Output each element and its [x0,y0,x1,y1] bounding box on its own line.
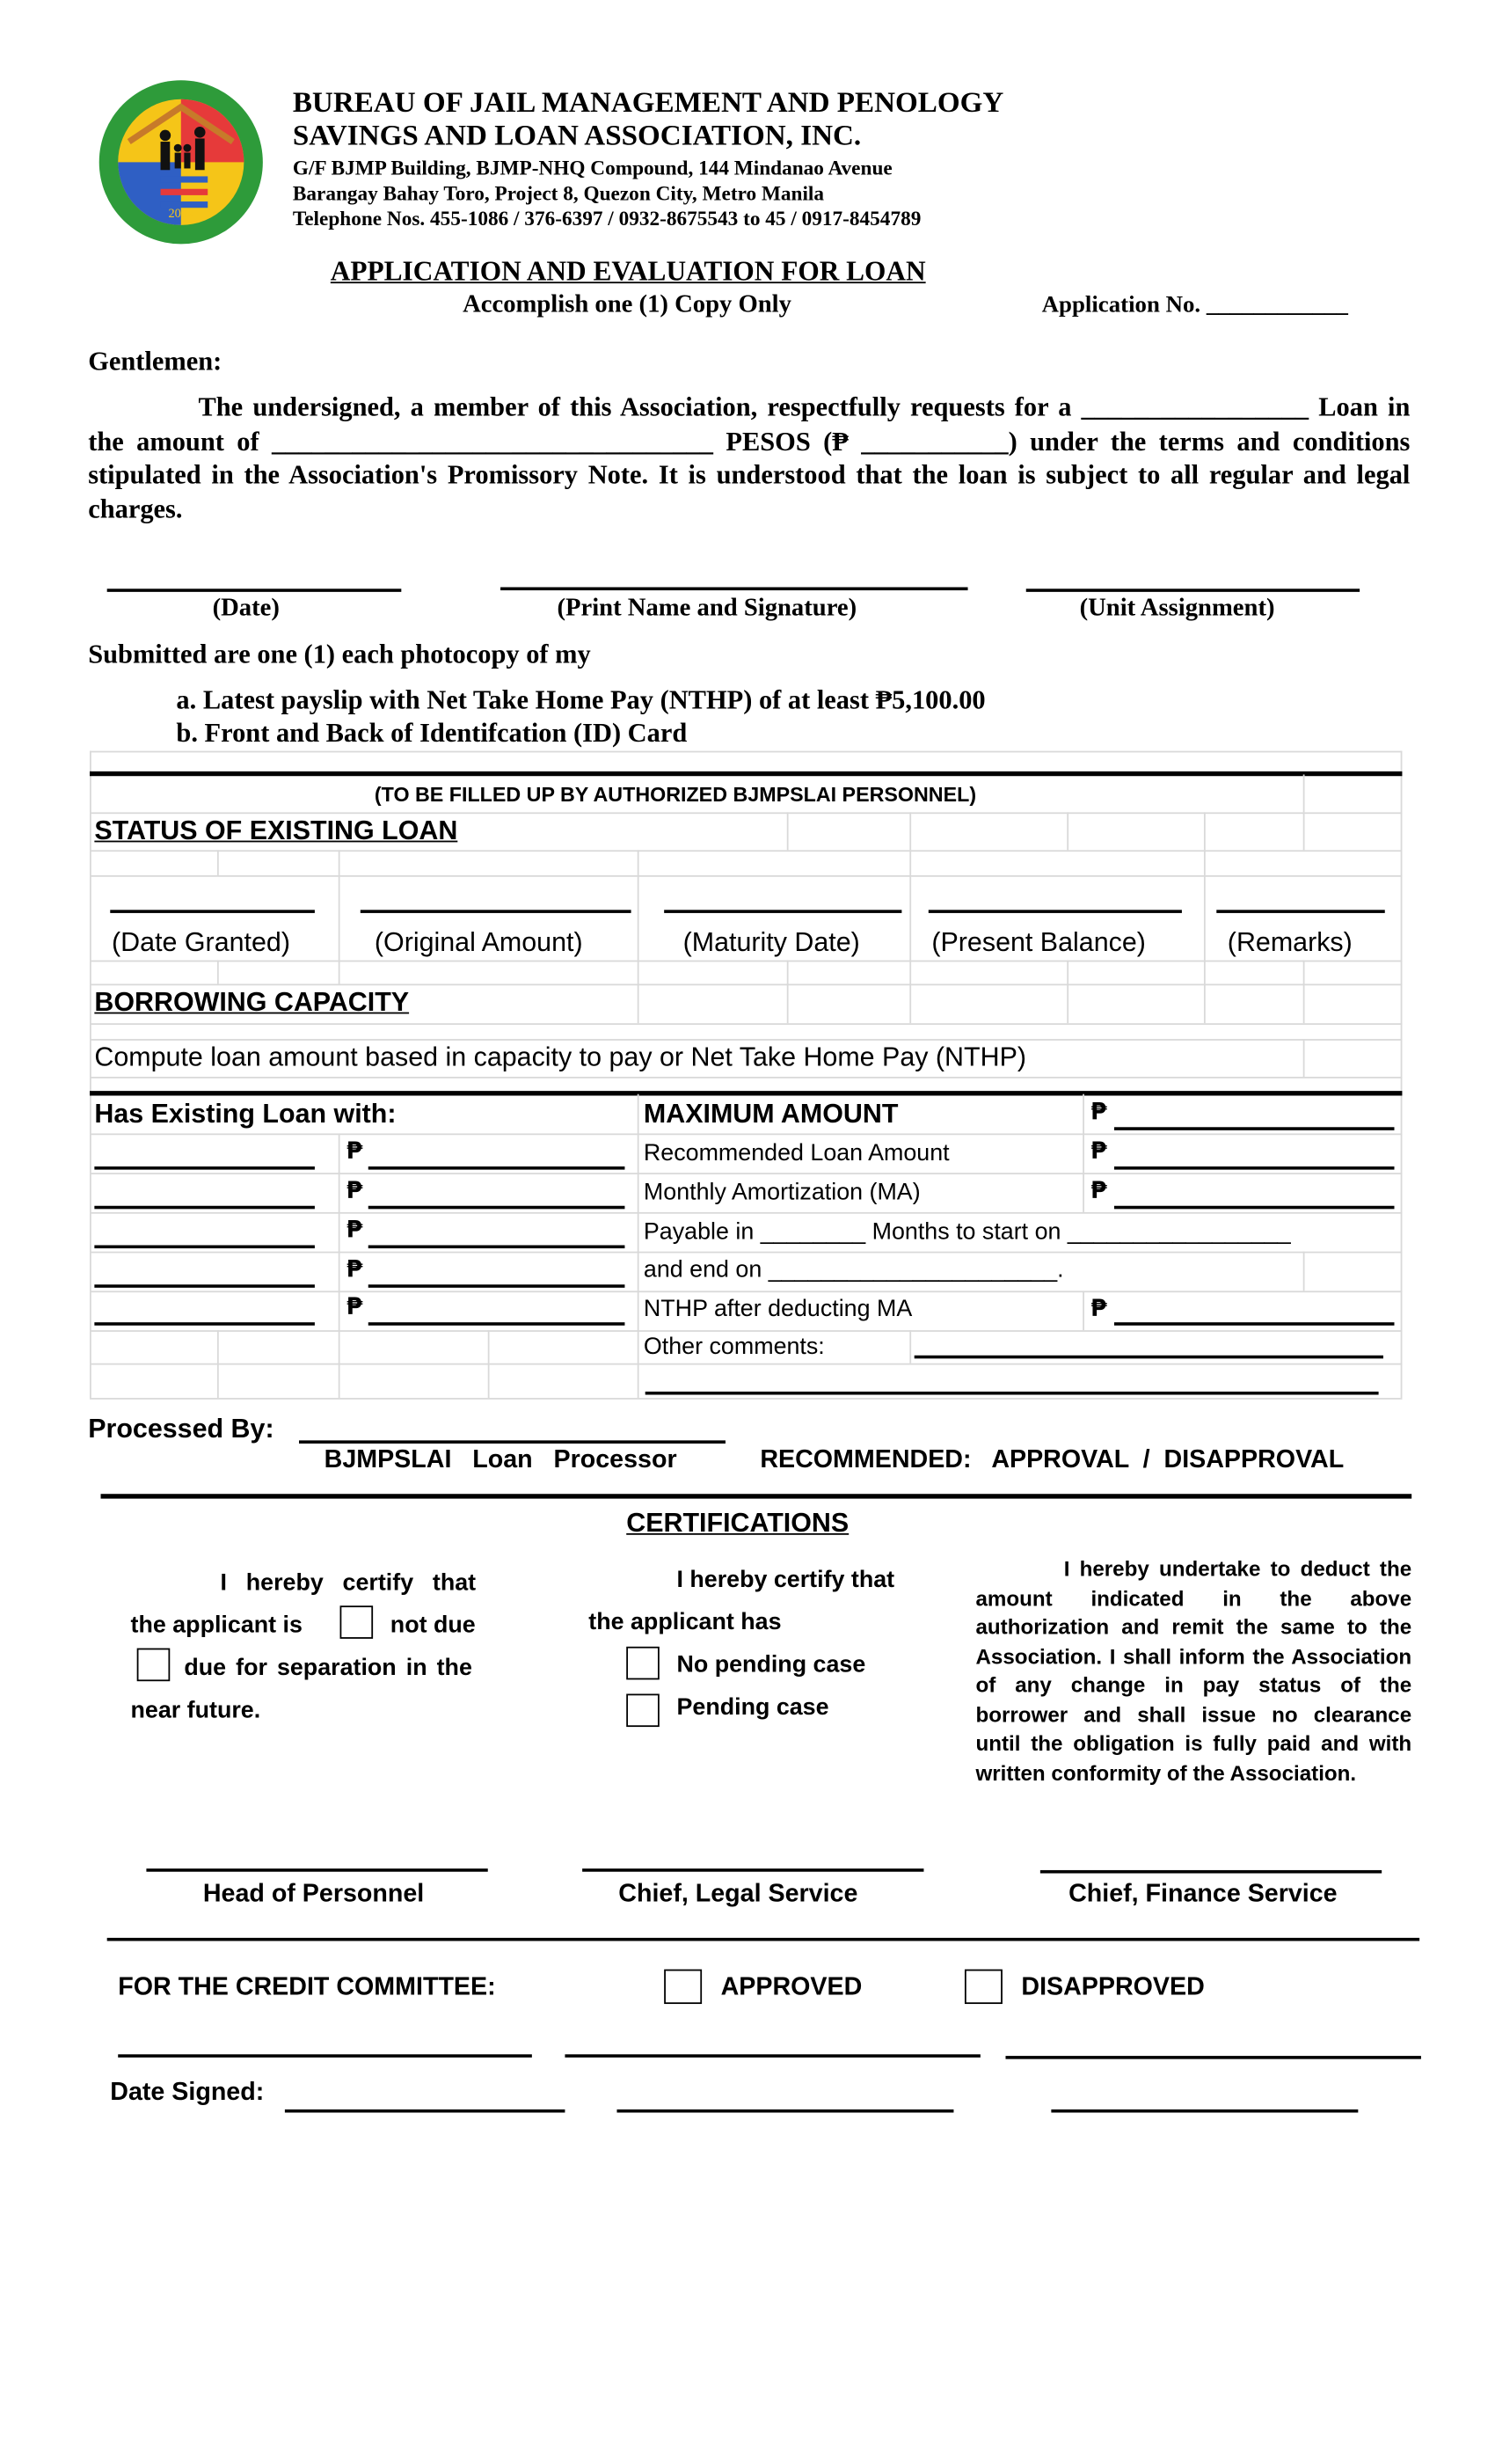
processed-by-label: Processed By: [88,1413,274,1444]
monthly-amortization-label: Monthly Amortization (MA) [643,1179,921,1206]
lender-field[interactable] [94,1166,315,1169]
personnel-cert-text: not due [390,1612,476,1639]
date-label: (Date) [212,595,280,622]
personnel-cert-text: I hereby certify that [220,1569,477,1597]
monthly-amortization-field[interactable] [1114,1206,1395,1209]
address-line1: G/F BJMP Building, BJMP-NHQ Compound, 144 Mindanao Avenue [292,156,893,180]
status-heading: STATUS OF EXISTING LOAN [94,815,458,845]
submitted-label: Submitted are one (1) each photocopy of my [88,639,591,669]
date-granted-label: (Date Granted) [112,927,290,958]
legal-cert-text: I hereby certify that [676,1566,895,1593]
personnel-cert-text: near future. [130,1697,261,1724]
certifications-heading: CERTIFICATIONS [626,1508,850,1539]
telephone-numbers: Telephone Nos. 455-1086 / 376-6397 / 0932-8675543 to 45 / 0917-8454789 [292,206,922,230]
date-signed-field[interactable] [285,2109,565,2112]
recommendation-label: RECOMMENDED: APPROVAL / DISAPPROVAL [760,1446,1345,1473]
pending-case-checkbox[interactable] [626,1694,660,1728]
compute-note: Compute loan amount based in capacity to pay or Net Take Home Pay (NTHP) [94,1042,1027,1072]
pending-case-label: Pending case [676,1693,829,1721]
borrowing-capacity-heading: BORROWING CAPACITY [94,987,410,1018]
credit-committee-label: FOR THE CREDIT COMMITTEE: [118,1974,496,2001]
payable-months-field[interactable]: Payable in ________ Months to start on _________________ [643,1218,1291,1246]
peso-sign: ₱ [1090,1097,1107,1126]
existing-loan-heading: Has Existing Loan with: [94,1099,397,1130]
peso-sign: ₱ [346,1215,363,1244]
approved-label: APPROVED [720,1974,863,2001]
date-signed-label: Date Signed: [110,2079,265,2107]
recommended-amount-field[interactable] [1114,1166,1395,1169]
remarks-label: (Remarks) [1227,927,1353,958]
loan-amount-field[interactable] [368,1206,625,1209]
peso-sign: ₱ [1090,1293,1107,1323]
end-date-field[interactable]: and end on ______________________. [643,1256,1064,1283]
present-balance-label: (Present Balance) [931,927,1146,958]
no-pending-case-label: No pending case [676,1651,866,1678]
name-signature-label: (Print Name and Signature) [557,595,857,622]
association-logo [98,78,265,245]
requirement-id: b. Front and Back of Identifcation (ID) Card [176,718,688,749]
loan-amount-field[interactable] [368,1245,625,1247]
maximum-amount-field[interactable] [1114,1127,1395,1130]
personnel-cert-text: the applicant is [130,1612,303,1639]
address-line2: Barangay Bahay Toro, Project 8, Quezon City, Metro Manila [292,180,825,205]
maximum-amount-label: MAXIMUM AMOUNT [643,1099,899,1130]
nthp-after-ma-label: NTHP after deducting MA [643,1295,913,1323]
original-amount-label: (Original Amount) [374,927,583,958]
unit-assignment-label: (Unit Assignment) [1079,595,1275,622]
peso-sign: ₱ [1090,1175,1107,1204]
requirement-payslip: a. Latest payslip with Net Take Home Pay (NTHP) of at least ₱5,100.00 [176,684,986,715]
peso-sign: ₱ [346,1292,363,1321]
personnel-note: (TO BE FILLED UP BY AUTHORIZED BJMPSLAI PERSONNEL) [374,782,977,807]
processor-title: BJMPSLAI Loan Processor [324,1446,677,1473]
svg-text:2012: 2012 [168,206,194,221]
loan-amount-field[interactable] [368,1284,625,1287]
approved-checkbox[interactable] [664,1970,702,2004]
no-pending-case-checkbox[interactable] [626,1647,660,1680]
peso-sign: ₱ [1090,1137,1107,1166]
date-signed-field[interactable] [616,2109,953,2112]
disapproved-checkbox[interactable] [965,1970,1003,2004]
not-due-checkbox[interactable] [340,1605,374,1639]
lender-field[interactable] [94,1284,315,1287]
loan-amount-field[interactable] [368,1322,625,1325]
salutation: Gentlemen: [88,346,222,377]
nthp-after-ma-field[interactable] [1114,1322,1395,1325]
recommended-loan-label: Recommended Loan Amount [643,1139,950,1167]
date-signed-field[interactable] [1051,2109,1358,2112]
loan-amount-field[interactable] [368,1166,625,1169]
peso-sign: ₱ [346,1137,363,1166]
processed-by-field[interactable] [299,1440,726,1443]
chief-finance-label: Chief, Finance Service [1068,1881,1338,1908]
lender-field[interactable] [94,1322,315,1325]
request-paragraph: The undersigned, a member of this Association, respectfully requests for a _________________ Loan in the amount of _________________________________ PESOS (₱ ___________) under the terms and conditions stipulated in the Association's Promissory Note. It is understood that the loan is subject to all regular and legal charges. [88,391,1411,524]
personnel-cert-text: due for separation in the [184,1654,472,1682]
maturity-date-label: (Maturity Date) [682,927,860,958]
form-title: APPLICATION AND EVALUATION FOR LOAN [330,254,926,287]
other-comments-label: Other comments: [643,1333,825,1361]
peso-sign: ₱ [346,1175,363,1204]
application-number-field[interactable]: Application No. ____________ [1041,292,1348,318]
lender-field[interactable] [94,1206,315,1209]
due-for-separation-checkbox[interactable] [137,1649,171,1682]
lender-field[interactable] [94,1245,315,1247]
form-subtitle: Accomplish one (1) Copy Only [463,291,791,318]
legal-cert-text: the applicant has [588,1608,782,1636]
org-name-line1: BUREAU OF JAIL MANAGEMENT AND PENOLOGY [292,88,1004,121]
chief-legal-label: Chief, Legal Service [618,1881,858,1908]
org-name-line2: SAVINGS AND LOAN ASSOCIATION, INC. [292,121,862,153]
peso-sign: ₱ [346,1254,363,1283]
finance-cert-text: I hereby undertake to deduct the amount indicated in the above authorization and remit the same to the Association. I shall inform the Association of any change in pay status of the borrower and shall issue no clearance until the obligation is fully paid and with written conformity of the Association. [975,1556,1412,1785]
head-of-personnel-label: Head of Personnel [202,1881,425,1908]
disapproved-label: DISAPPROVED [1021,1974,1205,2001]
